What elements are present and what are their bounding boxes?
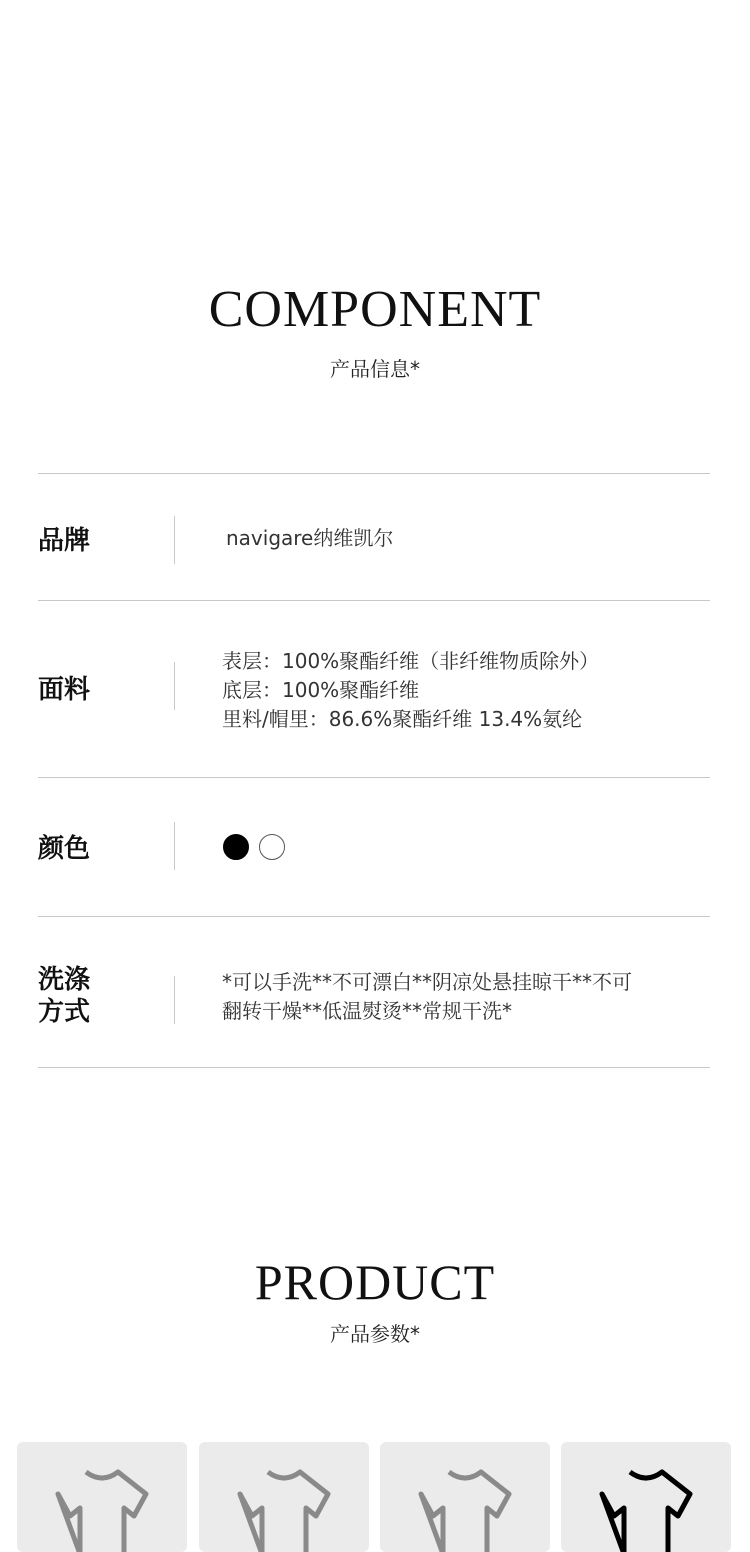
tshirt-icon <box>594 1464 698 1552</box>
table-divider <box>38 473 710 474</box>
row-divider <box>174 516 175 564</box>
brand-value: navigare纳维凯尔 <box>226 526 394 550</box>
brand-label: 品牌 <box>38 526 91 556</box>
washing-line: 翻转干燥**低温熨烫**常规干洗* <box>222 999 512 1023</box>
table-divider <box>38 916 710 917</box>
washing-line: *可以手洗**不可漂白**阴凉处悬挂晾干**不可 <box>222 970 632 994</box>
washing-label <box>38 964 118 1028</box>
product-subtitle: 产品参数* <box>330 1322 420 1346</box>
fit-tile-1[interactable] <box>17 1442 187 1552</box>
washing-label-line: 方式 <box>38 997 91 1027</box>
row-divider <box>174 662 175 710</box>
product-title: PRODUCT <box>254 1254 496 1310</box>
fabric-line: 里料/帽里：86.6%聚酯纤维 13.4%氨纶 <box>222 707 583 731</box>
color-swatch-black[interactable] <box>223 834 249 860</box>
fabric-value <box>222 647 599 734</box>
component-subtitle: 产品信息* <box>330 357 420 381</box>
table-divider <box>38 600 710 601</box>
fabric-label: 面料 <box>38 675 91 705</box>
fit-tile-3[interactable] <box>380 1442 550 1552</box>
table-divider <box>38 1067 710 1068</box>
tshirt-icon <box>413 1464 517 1552</box>
tshirt-icon <box>50 1464 154 1552</box>
fit-tile-4-selected[interactable] <box>561 1442 731 1552</box>
washing-label-line: 洗涤 <box>38 965 91 995</box>
row-divider <box>174 822 175 870</box>
color-swatch-white[interactable] <box>259 834 285 860</box>
fabric-line: 底层：100%聚酯纤维 <box>222 678 420 702</box>
color-label: 颜色 <box>38 834 91 864</box>
component-title: COMPONENT <box>208 281 542 338</box>
tshirt-icon <box>232 1464 336 1552</box>
fabric-line: 表层：100%聚酯纤维（非纤维物质除外） <box>222 649 600 673</box>
fit-tile-2[interactable] <box>199 1442 369 1552</box>
table-divider <box>38 777 710 778</box>
row-divider <box>174 976 175 1024</box>
washing-value <box>222 968 632 1026</box>
